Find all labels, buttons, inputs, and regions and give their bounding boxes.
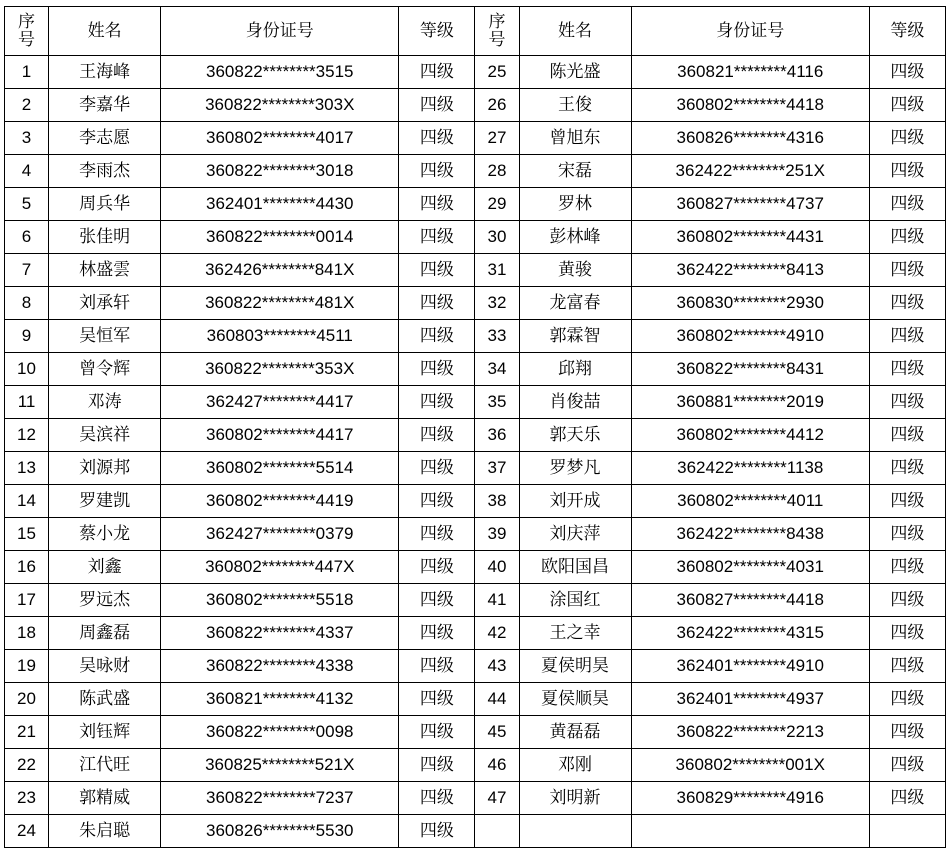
cell-name-left: 蔡小龙 <box>49 518 161 551</box>
cell-id-left: 360822********481X <box>161 287 399 320</box>
cell-level-right: 四级 <box>869 188 945 221</box>
table-row <box>5 683 946 716</box>
cell-seq-right: 35 <box>475 386 519 419</box>
cell-id-right: 360802********4431 <box>631 221 869 254</box>
cell-seq-right: 33 <box>475 320 519 353</box>
cell-seq-left: 22 <box>5 749 49 782</box>
table-row <box>5 551 946 584</box>
cell-seq-right: 34 <box>475 353 519 386</box>
cell-seq-left: 16 <box>5 551 49 584</box>
cell-name-left: 吴滨祥 <box>49 419 161 452</box>
cell-name-right: 王之幸 <box>519 617 631 650</box>
cell-name-right: 刘庆萍 <box>519 518 631 551</box>
cell-seq-right: 30 <box>475 221 519 254</box>
cell-name-left: 张佳明 <box>49 221 161 254</box>
cell-level-right: 四级 <box>869 683 945 716</box>
cell-id-right: 360822********2213 <box>631 716 869 749</box>
cell-id-left: 360802********4417 <box>161 419 399 452</box>
cell-id-left: 360802********4017 <box>161 122 399 155</box>
cell-name-left: 王海峰 <box>49 56 161 89</box>
table-body <box>5 56 946 848</box>
cell-name-left: 邓涛 <box>49 386 161 419</box>
cell-id-left: 360822********3018 <box>161 155 399 188</box>
cell-name-right: 曾旭东 <box>519 122 631 155</box>
cell-id-right: 360802********001X <box>631 749 869 782</box>
header-row <box>5 7 946 56</box>
table-row <box>5 584 946 617</box>
table-row <box>5 89 946 122</box>
cell-id-left: 360822********0014 <box>161 221 399 254</box>
cell-level-right: 四级 <box>869 452 945 485</box>
cell-level-right: 四级 <box>869 584 945 617</box>
table-row <box>5 254 946 287</box>
table-row <box>5 287 946 320</box>
table-header <box>5 7 946 56</box>
cell-id-right: 360826********4316 <box>631 122 869 155</box>
cell-name-left: 李志愿 <box>49 122 161 155</box>
cell-id-right: 360821********4116 <box>631 56 869 89</box>
cell-level-left: 四级 <box>399 584 475 617</box>
cell-id-left: 362427********0379 <box>161 518 399 551</box>
cell-seq-right: 45 <box>475 716 519 749</box>
cell-id-right: 360802********4910 <box>631 320 869 353</box>
cell-level-right: 四级 <box>869 782 945 815</box>
cell-id-left: 360802********447X <box>161 551 399 584</box>
cell-id-right: 362422********8438 <box>631 518 869 551</box>
empty-cell <box>631 815 869 848</box>
cell-seq-right: 41 <box>475 584 519 617</box>
cell-name-right: 刘开成 <box>519 485 631 518</box>
cell-id-left: 360803********4511 <box>161 320 399 353</box>
cell-seq-left: 24 <box>5 815 49 848</box>
cell-level-right: 四级 <box>869 353 945 386</box>
cell-seq-right: 46 <box>475 749 519 782</box>
cell-name-left: 吴咏财 <box>49 650 161 683</box>
cell-level-left: 四级 <box>399 650 475 683</box>
header-seq-left-line2: 号 <box>18 30 36 49</box>
cell-level-left: 四级 <box>399 89 475 122</box>
cell-name-right: 黄磊磊 <box>519 716 631 749</box>
cell-level-right: 四级 <box>869 320 945 353</box>
table-row <box>5 749 946 782</box>
cell-id-right: 362422********8413 <box>631 254 869 287</box>
cell-level-left: 四级 <box>399 518 475 551</box>
cell-seq-right: 37 <box>475 452 519 485</box>
empty-cell <box>475 815 519 848</box>
cell-id-right: 360881********2019 <box>631 386 869 419</box>
cell-name-left: 刘钰辉 <box>49 716 161 749</box>
cell-level-left: 四级 <box>399 683 475 716</box>
table-row <box>5 221 946 254</box>
cell-level-right: 四级 <box>869 56 945 89</box>
cell-level-right: 四级 <box>869 155 945 188</box>
cell-level-right: 四级 <box>869 716 945 749</box>
cell-level-left: 四级 <box>399 287 475 320</box>
cell-name-left: 刘源邦 <box>49 452 161 485</box>
table-row <box>5 353 946 386</box>
cell-name-left: 周兵华 <box>49 188 161 221</box>
table-row <box>5 815 946 848</box>
cell-level-left: 四级 <box>399 155 475 188</box>
cell-id-left: 360826********5530 <box>161 815 399 848</box>
cell-id-right: 360822********8431 <box>631 353 869 386</box>
cell-seq-left: 5 <box>5 188 49 221</box>
cell-seq-right: 44 <box>475 683 519 716</box>
cell-name-left: 刘鑫 <box>49 551 161 584</box>
table-row <box>5 56 946 89</box>
empty-cell <box>869 815 945 848</box>
table-row <box>5 419 946 452</box>
cell-seq-left: 23 <box>5 782 49 815</box>
cell-level-right: 四级 <box>869 122 945 155</box>
cell-seq-left: 8 <box>5 287 49 320</box>
header-id-left: 身份证号 <box>161 7 399 56</box>
cell-level-left: 四级 <box>399 353 475 386</box>
cell-name-right: 夏侯顺昊 <box>519 683 631 716</box>
cell-name-right: 宋磊 <box>519 155 631 188</box>
cell-seq-left: 12 <box>5 419 49 452</box>
cell-name-left: 刘承轩 <box>49 287 161 320</box>
cell-id-left: 360822********4337 <box>161 617 399 650</box>
cell-name-left: 朱启聪 <box>49 815 161 848</box>
cell-name-right: 涂国红 <box>519 584 631 617</box>
cell-level-right: 四级 <box>869 89 945 122</box>
cell-level-right: 四级 <box>869 221 945 254</box>
cell-id-right: 360802********4031 <box>631 551 869 584</box>
cell-id-right: 360827********4418 <box>631 584 869 617</box>
empty-cell <box>519 815 631 848</box>
roster-table <box>4 6 946 848</box>
cell-id-right: 362422********4315 <box>631 617 869 650</box>
header-name-right: 姓名 <box>519 7 631 56</box>
cell-id-right: 360830********2930 <box>631 287 869 320</box>
cell-name-left: 江代旺 <box>49 749 161 782</box>
cell-seq-right: 29 <box>475 188 519 221</box>
cell-id-left: 362401********4430 <box>161 188 399 221</box>
cell-seq-right: 26 <box>475 89 519 122</box>
cell-level-left: 四级 <box>399 122 475 155</box>
cell-seq-right: 39 <box>475 518 519 551</box>
cell-name-left: 曾令辉 <box>49 353 161 386</box>
cell-level-left: 四级 <box>399 452 475 485</box>
cell-level-left: 四级 <box>399 320 475 353</box>
cell-seq-right: 31 <box>475 254 519 287</box>
cell-name-right: 夏侯明昊 <box>519 650 631 683</box>
cell-level-left: 四级 <box>399 749 475 782</box>
cell-id-right: 360802********4412 <box>631 419 869 452</box>
cell-name-right: 陈光盛 <box>519 56 631 89</box>
cell-seq-left: 18 <box>5 617 49 650</box>
cell-name-left: 林盛雲 <box>49 254 161 287</box>
cell-level-right: 四级 <box>869 551 945 584</box>
cell-seq-left: 6 <box>5 221 49 254</box>
cell-level-right: 四级 <box>869 386 945 419</box>
cell-level-left: 四级 <box>399 551 475 584</box>
cell-name-left: 罗远杰 <box>49 584 161 617</box>
header-name-left: 姓名 <box>49 7 161 56</box>
cell-seq-right: 27 <box>475 122 519 155</box>
cell-level-left: 四级 <box>399 419 475 452</box>
table-row <box>5 452 946 485</box>
cell-seq-left: 15 <box>5 518 49 551</box>
header-seq-left-line1: 序 <box>18 12 36 32</box>
cell-id-right: 362401********4937 <box>631 683 869 716</box>
cell-id-right: 360802********4011 <box>631 485 869 518</box>
cell-seq-left: 9 <box>5 320 49 353</box>
header-seq-right-line2: 号 <box>488 30 506 49</box>
cell-level-right: 四级 <box>869 254 945 287</box>
cell-level-right: 四级 <box>869 518 945 551</box>
cell-seq-right: 42 <box>475 617 519 650</box>
cell-name-right: 王俊 <box>519 89 631 122</box>
cell-name-right: 欧阳国昌 <box>519 551 631 584</box>
cell-name-left: 陈武盛 <box>49 683 161 716</box>
cell-id-left: 362427********4417 <box>161 386 399 419</box>
cell-name-left: 郭精威 <box>49 782 161 815</box>
cell-name-left: 李雨杰 <box>49 155 161 188</box>
cell-seq-left: 20 <box>5 683 49 716</box>
cell-level-right: 四级 <box>869 617 945 650</box>
cell-seq-left: 17 <box>5 584 49 617</box>
cell-level-right: 四级 <box>869 650 945 683</box>
table-row <box>5 320 946 353</box>
cell-name-right: 罗林 <box>519 188 631 221</box>
cell-seq-left: 2 <box>5 89 49 122</box>
cell-name-left: 周鑫磊 <box>49 617 161 650</box>
cell-level-left: 四级 <box>399 716 475 749</box>
cell-level-right: 四级 <box>869 419 945 452</box>
cell-seq-left: 4 <box>5 155 49 188</box>
table-row <box>5 716 946 749</box>
cell-name-right: 邱翔 <box>519 353 631 386</box>
cell-level-left: 四级 <box>399 485 475 518</box>
cell-level-left: 四级 <box>399 782 475 815</box>
table-row <box>5 122 946 155</box>
cell-seq-right: 47 <box>475 782 519 815</box>
cell-seq-right: 40 <box>475 551 519 584</box>
cell-id-left: 360822********353X <box>161 353 399 386</box>
cell-seq-left: 1 <box>5 56 49 89</box>
cell-seq-left: 3 <box>5 122 49 155</box>
cell-level-left: 四级 <box>399 188 475 221</box>
cell-id-left: 360825********521X <box>161 749 399 782</box>
cell-name-left: 李嘉华 <box>49 89 161 122</box>
cell-seq-left: 10 <box>5 353 49 386</box>
cell-level-left: 四级 <box>399 386 475 419</box>
table-row <box>5 386 946 419</box>
cell-name-right: 黄骏 <box>519 254 631 287</box>
cell-name-right: 郭霖智 <box>519 320 631 353</box>
cell-level-left: 四级 <box>399 254 475 287</box>
cell-level-right: 四级 <box>869 749 945 782</box>
cell-name-right: 彭林峰 <box>519 221 631 254</box>
cell-seq-left: 11 <box>5 386 49 419</box>
cell-id-left: 362426********841X <box>161 254 399 287</box>
cell-id-left: 360822********7237 <box>161 782 399 815</box>
cell-id-right: 362401********4910 <box>631 650 869 683</box>
table-row <box>5 617 946 650</box>
cell-id-left: 360822********0098 <box>161 716 399 749</box>
cell-seq-right: 32 <box>475 287 519 320</box>
cell-id-left: 360822********3515 <box>161 56 399 89</box>
cell-seq-left: 21 <box>5 716 49 749</box>
cell-seq-left: 14 <box>5 485 49 518</box>
table-row <box>5 650 946 683</box>
table-row <box>5 518 946 551</box>
cell-seq-left: 13 <box>5 452 49 485</box>
header-level-left: 等级 <box>399 7 475 56</box>
cell-name-left: 罗建凯 <box>49 485 161 518</box>
cell-seq-right: 28 <box>475 155 519 188</box>
cell-name-right: 郭天乐 <box>519 419 631 452</box>
header-seq-right-line1: 序 <box>488 12 506 32</box>
table-row <box>5 485 946 518</box>
cell-id-left: 360802********5514 <box>161 452 399 485</box>
cell-level-left: 四级 <box>399 617 475 650</box>
header-seq-left <box>5 7 49 56</box>
cell-id-left: 360822********303X <box>161 89 399 122</box>
cell-id-left: 360822********4338 <box>161 650 399 683</box>
cell-id-left: 360821********4132 <box>161 683 399 716</box>
table-row <box>5 782 946 815</box>
table-row <box>5 155 946 188</box>
cell-name-right: 邓刚 <box>519 749 631 782</box>
cell-seq-right: 43 <box>475 650 519 683</box>
cell-id-left: 360802********5518 <box>161 584 399 617</box>
cell-id-right: 362422********1138 <box>631 452 869 485</box>
cell-seq-right: 25 <box>475 56 519 89</box>
cell-id-right: 360827********4737 <box>631 188 869 221</box>
cell-level-left: 四级 <box>399 815 475 848</box>
header-level-right: 等级 <box>869 7 945 56</box>
cell-seq-left: 7 <box>5 254 49 287</box>
cell-id-left: 360802********4419 <box>161 485 399 518</box>
cell-id-right: 362422********251X <box>631 155 869 188</box>
header-seq-right <box>475 7 519 56</box>
cell-level-left: 四级 <box>399 56 475 89</box>
cell-name-right: 罗梦凡 <box>519 452 631 485</box>
cell-seq-left: 19 <box>5 650 49 683</box>
cell-id-right: 360802********4418 <box>631 89 869 122</box>
cell-name-right: 龙富春 <box>519 287 631 320</box>
cell-id-right: 360829********4916 <box>631 782 869 815</box>
cell-name-right: 刘明新 <box>519 782 631 815</box>
cell-seq-right: 38 <box>475 485 519 518</box>
header-id-right: 身份证号 <box>631 7 869 56</box>
cell-name-right: 肖俊喆 <box>519 386 631 419</box>
cell-seq-right: 36 <box>475 419 519 452</box>
table-row <box>5 188 946 221</box>
cell-name-left: 吴恒军 <box>49 320 161 353</box>
cell-level-left: 四级 <box>399 221 475 254</box>
cell-level-right: 四级 <box>869 287 945 320</box>
cell-level-right: 四级 <box>869 485 945 518</box>
